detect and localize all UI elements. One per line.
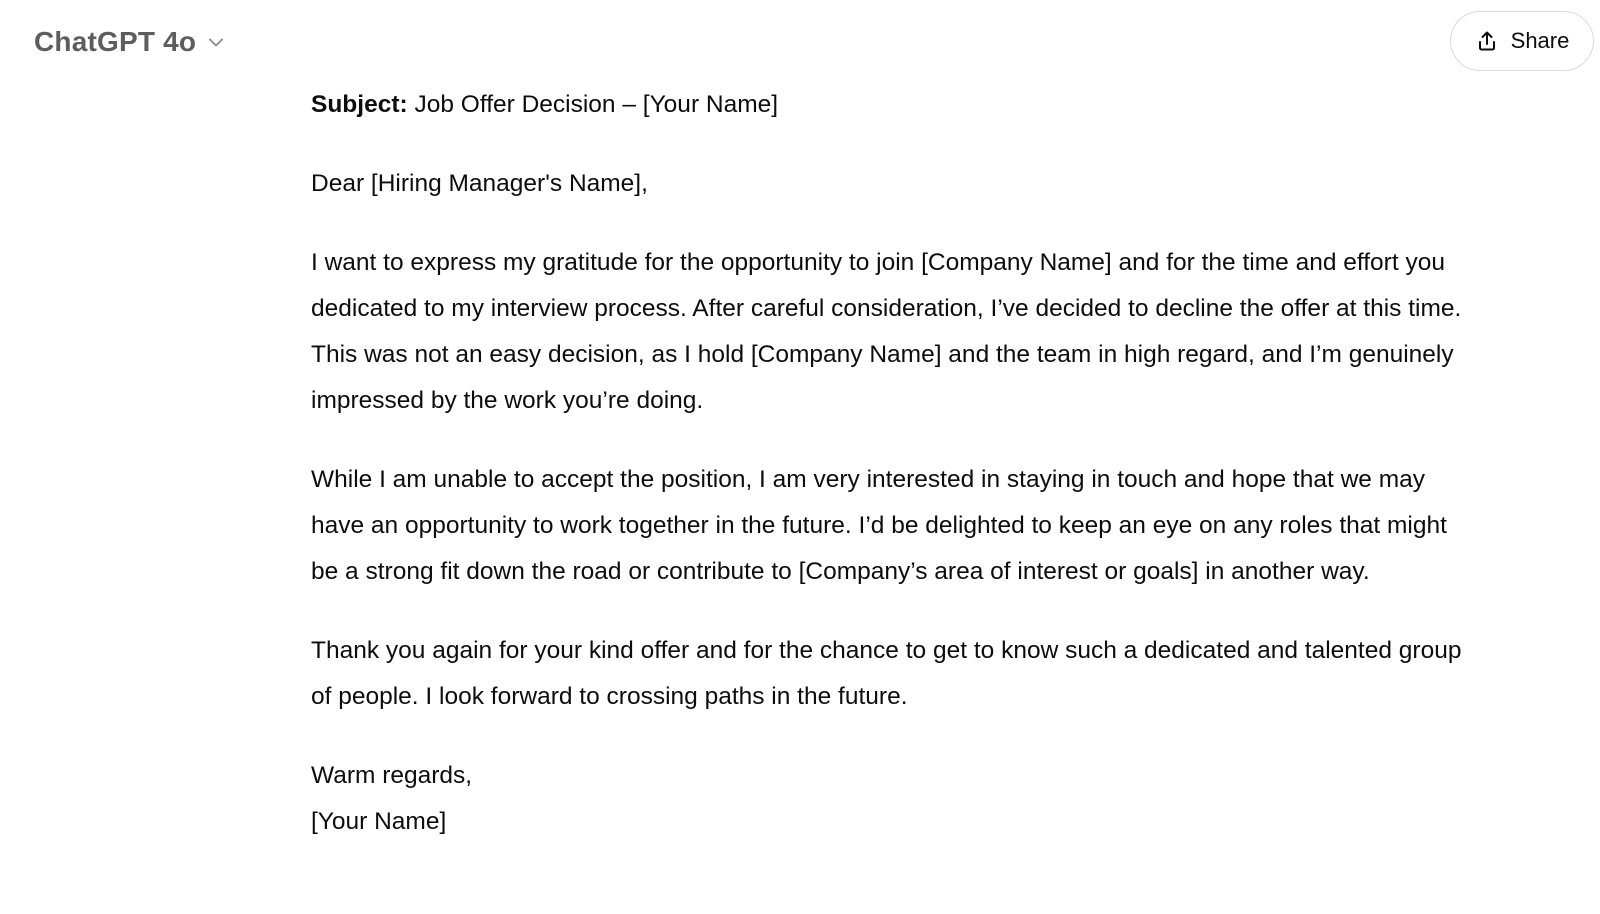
share-button[interactable]: [1450, 11, 1594, 71]
email-subject: [311, 82, 1471, 128]
email-closing: Warm regards,: [311, 762, 473, 789]
share-label: Share: [1510, 28, 1570, 53]
email-greeting: Dear [Hiring Manager's Name],: [311, 170, 648, 197]
email-paragraph: Thank you again for your kind offer and for the chance to get to know such a dedicated and talented group of people. I look forward to crossing paths in the future.: [311, 637, 1462, 710]
model-name: ChatGPT 4o: [34, 26, 197, 57]
top-bar: [0, 0, 1600, 86]
model-switcher-button[interactable]: [22, 20, 238, 64]
share-icon: [1475, 29, 1499, 53]
subject-text: Job Offer Decision – [Your Name]: [407, 91, 779, 118]
email-signature: [Your Name]: [311, 808, 447, 835]
email-paragraph: While I am unable to accept the position, I am very interested in staying in touch and hope that we may have an opportunity to work together in the future. I’d be delighted to keep an eye on any roles that might be a strong fit down the road or contribute to [Company’s area of interest or goals] in another way.: [311, 466, 1447, 585]
assistant-message: [311, 82, 1471, 845]
email-paragraph: I want to express my gratitude for the opportunity to join [Company Name] and for the time and effort you dedicated to my interview process. After careful consideration, I’ve decided to decline the offer at this time. This was not an easy decision, as I hold [Company Name] and the team in high regard, and I’m genuinely impressed by the work you’re doing.: [311, 249, 1462, 414]
subject-label: Subject:: [311, 91, 408, 118]
chevron-down-icon: [206, 32, 226, 52]
